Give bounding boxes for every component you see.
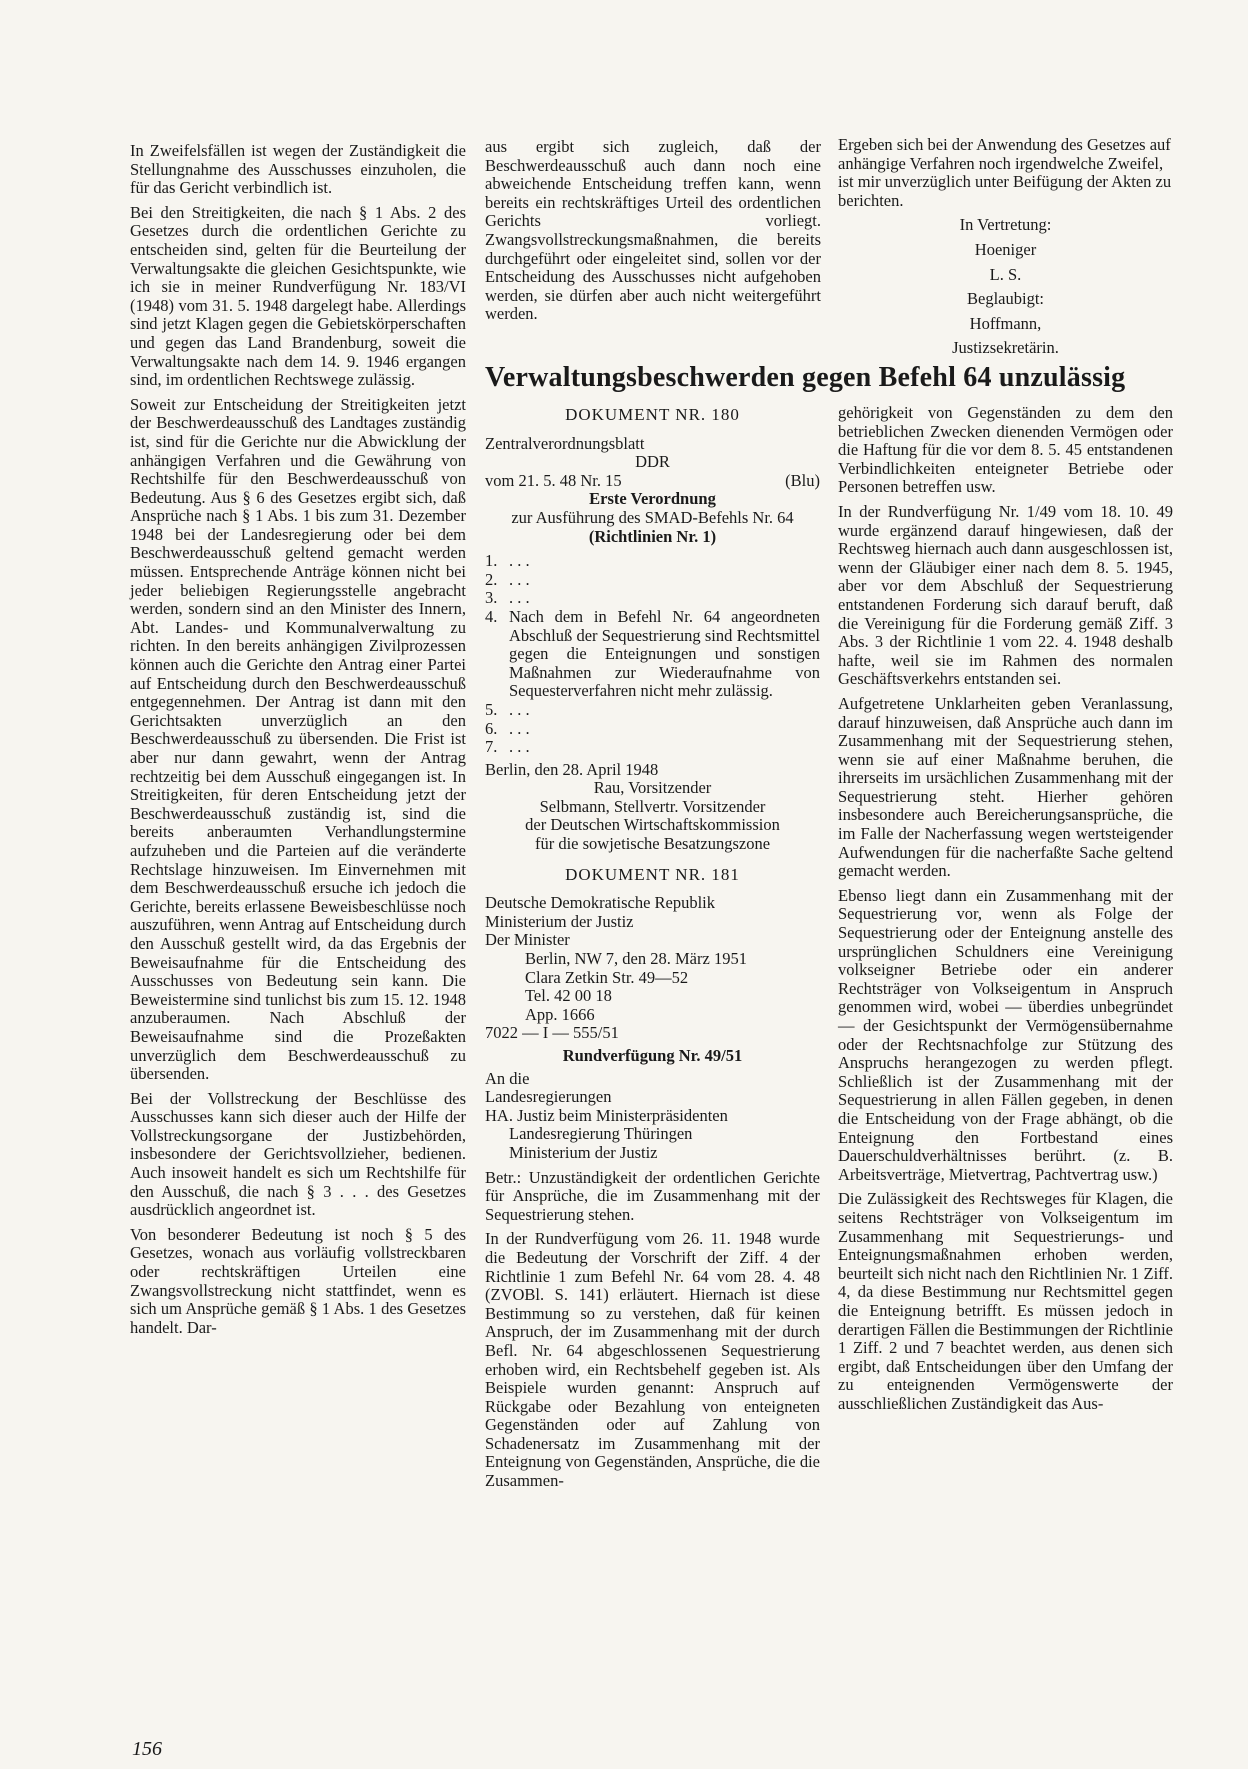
column-right-body: [838, 404, 1173, 1419]
paragraph: gehörigkeit von Gegenständen zu dem den betrieblichen Zwecken dienenden Vermögen oder die Haftung für die vor dem 8. 5. 45 entstandenen Verbindlichkeiten enteigneter Betriebe oder Personen betreffen usw.: [838, 403, 1173, 497]
paragraph: Bei der Vollstreckung der Beschlüsse des Ausschusses kann sich dieser auch der Hilfe der Vollstreckungsorgane der Justizbehörden, insbesondere der Gerichtsvollzieher, bedienen. Auch insoweit handelt es sich um Rechtshilfe für den Ausschuß, die nach § 3 . . . des Gesetzes ausdrücklich angeordnet ist.: [130, 1088, 466, 1220]
document-title: DOKUMENT NR. 181: [565, 864, 740, 884]
item-number: 6.: [485, 718, 498, 738]
source-date-row: [485, 472, 820, 491]
column-right-top: [838, 136, 1173, 364]
paragraph: Bei den Streitigkeiten, die nach § 1 Abs. 2 des Gesetzes durch die ordentlichen Gerichte zu entscheiden sind, gelten für die Beurteilung der Verwaltungsakte die gleichen Gesichtspunkte, wie ich sie in meiner Rundverfügung Nr. 183/VI (1948) vom 31. 5. 1948 dargelegt habe. Allerdings sind jetzt Klagen gegen die Gebietskörperschaften und gegen das Land Brandenburg, soweit die Verwaltungsakte nach dem 14. 9. 1946 ergangen sind, im ordentlichen Rechtswege zulässig.: [130, 202, 466, 390]
place-date: Berlin, den 28. April 1948: [485, 759, 659, 779]
sender-line: Ministerium der Justiz: [485, 911, 634, 931]
subject-line: Betr.: Unzuständigkeit der ordentlichen Gerichte für Ansprüche, die im Zusammenhang mit der Sequestrierung stehen.: [485, 1167, 820, 1224]
item-text: . . .: [509, 551, 530, 571]
signature-line: Beglaubigt:: [967, 289, 1044, 309]
list-item: [485, 589, 820, 608]
list-item: [485, 552, 820, 571]
paragraph: Ebenso liegt dann ein Zusammenhang mit der Sequestrierung vor, wenn als Folge der Sequestrierung oder der Enteignung anstelle des ursprünglichen Schuldners eine Vereinigung volkseigner Betriebe oder ein anderer Rechtsträger von Volkseigentum in Anspruch genommen wird, wobei — überdies unbegründet — der Gesichtspunkt der Vermögensübernahme oder der Rechtsnachfolge zur Stützung des Anspruchs herangezogen zu werden pflegt. Schließlich ist der Zusammenhang mit der Sequestrierung in allen Fällen gegeben, in denen die Entscheidung von der Frage abhängt, ob die Enteignung den Fortbestand eines Dauerschuldverhältnisses berührt. (z. B. Arbeitsverträge, Mietvertrag, Pachtvertrag usw.): [838, 885, 1173, 1184]
numbered-list: [485, 552, 820, 757]
signer-line: der Deutschen Wirtschaftskommission: [525, 815, 780, 835]
signer-line: für die sowjetische Besatzungszone: [534, 834, 771, 854]
recipient-line: Ministerium der Justiz: [509, 1142, 658, 1162]
list-item: [485, 720, 820, 739]
item-text: . . .: [509, 718, 530, 738]
paragraph: Soweit zur Entscheidung der Streitigkeiten jetzt der Beschwerdeausschuß des Landtages zuständig ist, sind für die Gerichte nur die Abwicklung der anhängigen Verfahren und die Gewährung von Rechtshilfe für den Beschwerdeausschuß von Bedeutung. Aus § 6 des Gesetzes ergibt sich, daß Ansprüche nach § 1 Abs. 1 bis zum 31. Dezember 1948 bei der Landesregierung oder bei dem Beschwerdeausschuß geltend gemacht werden müssen. Entsprechende Anträge können nicht bei jeder beliebigen Regierungsstelle angebracht werden, sondern sind an den Minister des Innern, Abt. Landes- und Kommunalverwaltung zu richten. In den bereits anhängigen Zivilprozessen können auch die Gerichte den Antrag einer Partei auf Entscheidung durch den Beschwerdeausschuß entgegennehmen. Der Antrag ist dann mit den Gerichtsakten unverzüglich an den Beschwerdeausschuß zu übersenden. Die Frist ist aber nur dann gewahrt, wenn der Antrag rechtzeitig bei dem Ausschuß eingegangen ist. In Streitigkeiten, für deren Entscheidung jetzt der Beschwerdeausschuß zuständig ist, sind die bereits anberaumten Verhandlungstermine aufzuheben und die Parteien auf die veränderte Rechtslage hinzuweisen. Im Einvernehmen mit dem Beschwerdeausschuß ersuche ich jedoch die Gerichte, bereits erlassene Beweisbeschlüsse noch auszuführen, wenn Antrag auf Entscheidung durch den Ausschuß gestellt wird, da das Ergebnis der Beweisaufnahme für die Entscheidung des Ausschusses von Bedeutung sein kann. Die Beweistermine sind tunlichst bis zum 15. 12. 1948 anzuberaumen. Nach Abschluß der Beweisaufnahme sind die Prozeßakten unverzüglich dem Beschwerdeausschuß zu übersenden.: [130, 394, 466, 1084]
item-number: 1.: [485, 551, 498, 571]
ordinance-subtitle: zur Ausführung des SMAD-Befehls Nr. 64: [511, 507, 794, 527]
section-headline: Verwaltungsbeschwerden gegen Befehl 64 unzulässig: [485, 362, 1126, 393]
paragraph: Die Zulässigkeit des Rechtsweges für Klagen, die seitens Rechtsträger von Volkseigentum im Zusammenhang mit Sequestrierungs- und Enteignungsmaßnahmen erhoben werden, beurteilt sich nicht nach den Richtlinien Nr. 1 Ziff. 4, da diese Bestimmung nur Rechtsmittel gegen die Enteignung betrifft. Es müssen jedoch in derartigen Fällen die Bestimmungen der Richtlinie 1 Ziff. 2 und 7 beachtet werden, aus denen sich ergibt, daß Entscheidungen über den Umfang der zu enteignenden Vermögenswerte der ausschließlichen Zuständigkeit das Aus-: [838, 1189, 1173, 1413]
recipient-line: Landesregierungen: [485, 1087, 612, 1107]
file-number: 7022 — I — 555/51: [485, 1023, 619, 1043]
address-line: Tel. 42 00 18: [525, 986, 612, 1006]
list-item: [485, 608, 820, 701]
recipient-line: An die: [485, 1068, 530, 1088]
page-number: 156: [132, 1738, 162, 1760]
paragraph: Ergeben sich bei der Anwendung des Gesetzes auf anhängige Verfahren noch irgendwelche Zweifel, ist mir unverzüglich unter Beifügung der Akten zu berichten.: [838, 135, 1172, 210]
signature-line: Hoeniger: [974, 239, 1037, 259]
source-line: DDR: [635, 452, 670, 472]
recipient-line: Landesregierung Thüringen: [509, 1124, 693, 1144]
sender-line: Der Minister: [485, 930, 570, 950]
item-number: 4.: [485, 606, 498, 626]
ordinance-guideline: (Richtlinien Nr. 1): [588, 526, 717, 546]
item-text: . . .: [509, 699, 530, 719]
item-text: . . .: [509, 588, 530, 608]
signature-line: Hoffmann,: [969, 313, 1042, 333]
paragraph: In der Rundverfügung vom 26. 11. 1948 wurde die Bedeutung der Vorschrift der Ziff. 4 der Richtlinie 1 zum Befehl Nr. 64 vom 28. 4. 48 (ZVOBl. S. 141) erläutert. Hiernach ist diese Bestimmung so zu verstehen, daß für keinen Anspruch, der im Zusammenhang mit der durch Befl. Nr. 64 abgeschlossenen Sequestrierung erhoben wird, ein Rechtsbehelf gegeben ist. Als Beispiele wurden genannt: Anspruch auf Rückgabe oder Bezahlung von enteigneten Gegenständen oder auf Zahlung von Schadenersatz im Zusammenhang mit der Enteignung von Gegenständen, Ansprüche, die die Zusammen-: [485, 1229, 820, 1491]
paragraph: Von besonderer Bedeutung ist noch § 5 des Gesetzes, wonach aus vorläufig vollstreckbaren oder rechtskräftigen Urteilen eine Zwangsvollstreckung nicht stattfindet, wenn es sich um Ansprüche gemäß § 1 Abs. 1 des Gesetzes handelt. Dar-: [130, 1224, 466, 1337]
signer-line: Rau, Vorsitzender: [593, 778, 712, 798]
paragraph: aus ergibt sich zugleich, daß der Beschwerdeausschuß auch dann noch eine abweichende Entscheidung treffen kann, wenn bereits ein rechtskräftiges Urteil des ordentlichen Gerichts vorliegt. Zwangsvollstreckungsmaßnahmen, die bereits durchgeführt oder eingeleitet sind, sollen vor der Entscheidung des Ausschusses nicht aufgehoben werden, sie dürfen aber auch nicht weitergeführt werden.: [485, 137, 821, 324]
address-line: App. 1666: [525, 1004, 595, 1024]
list-item: [485, 571, 820, 590]
paragraph: In der Rundverfügung Nr. 1/49 vom 18. 10. 49 wurde ergänzend darauf hingewiesen, daß der Rechtsweg hiernach auch dann ausgeschlossen ist, wenn der Gläubiger einer nach dem 8. 5. 1945, aber vor dem Abschluß der Sequestrierung entstandenen Forderung sich darauf beruft, daß die Vereinigung für die Forderung gemäß Ziff. 3 Abs. 3 der Richtlinie 1 vom 22. 4. 1948 deshalb hafte, weil sie im Rahmen des normalen Geschäftsverkehrs entstanden sei.: [838, 501, 1173, 689]
circular-title: Rundverfügung Nr. 49/51: [562, 1046, 743, 1065]
item-text: . . .: [509, 737, 530, 757]
signature-block: [838, 216, 1173, 358]
sender-line: Deutsche Demokratische Republik: [485, 893, 716, 913]
paragraph: Aufgetretene Unklarheiten geben Veranlassung, darauf hinzuweisen, daß Ansprüche auch dann im Zusammenhang mit der Sequestrierung stehen, wenn sie auf einer Maßnahme beruhen, die ihrerseits im ursächlichen Zusammenhang mit der Sequestrierung steht. Hierher gehören insbesondere auch Bereicherungsansprüche, die im Falle der Nacherfassung wegen wertsteigender Aufwendungen für die nacherfaßte Sache geltend gemacht werden.: [838, 693, 1173, 881]
address-line: Clara Zetkin Str. 49—52: [525, 967, 689, 987]
item-text: . . .: [509, 569, 530, 589]
item-text: Nach dem in Befehl Nr. 64 angeordneten Abschluß der Sequestrierung sind Rechtsmittel gegen die Enteignungen und sonstigen Maßnahmen zur Wiederaufnahme von Sequesterverfahren nicht mehr zulässig.: [509, 606, 820, 701]
item-number: 3.: [485, 588, 498, 608]
column-left: [130, 142, 466, 1343]
signature-line: Justizsekretärin.: [952, 338, 1059, 358]
column-middle-top: [485, 138, 821, 330]
source-date: vom 21. 5. 48 Nr. 15: [485, 470, 622, 490]
recipient-line: HA. Justiz beim Ministerpräsidenten: [485, 1105, 728, 1125]
document-title: DOKUMENT NR. 180: [565, 405, 740, 424]
list-item: [485, 701, 820, 720]
signature-line: L. S.: [989, 264, 1022, 284]
list-item: [485, 738, 820, 757]
signer-line: Selbmann, Stellvertr. Vorsitzender: [539, 796, 766, 816]
source-tag: (Blu): [785, 470, 820, 490]
source-line: Zentralverordnungsblatt: [485, 433, 645, 453]
item-number: 5.: [485, 699, 498, 719]
paragraph: In Zweifelsfällen ist wegen der Zuständigkeit die Stellungnahme des Ausschusses einzuholen, die für das Gericht verbindlich ist.: [130, 141, 466, 198]
item-number: 2.: [485, 569, 498, 589]
signature-line: In Vertretung:: [959, 215, 1052, 235]
ordinance-title: Erste Verordnung: [589, 489, 716, 509]
item-number: 7.: [485, 737, 498, 757]
address-line: Berlin, NW 7, den 28. März 1951: [525, 949, 747, 969]
column-middle-documents: [485, 406, 820, 1497]
